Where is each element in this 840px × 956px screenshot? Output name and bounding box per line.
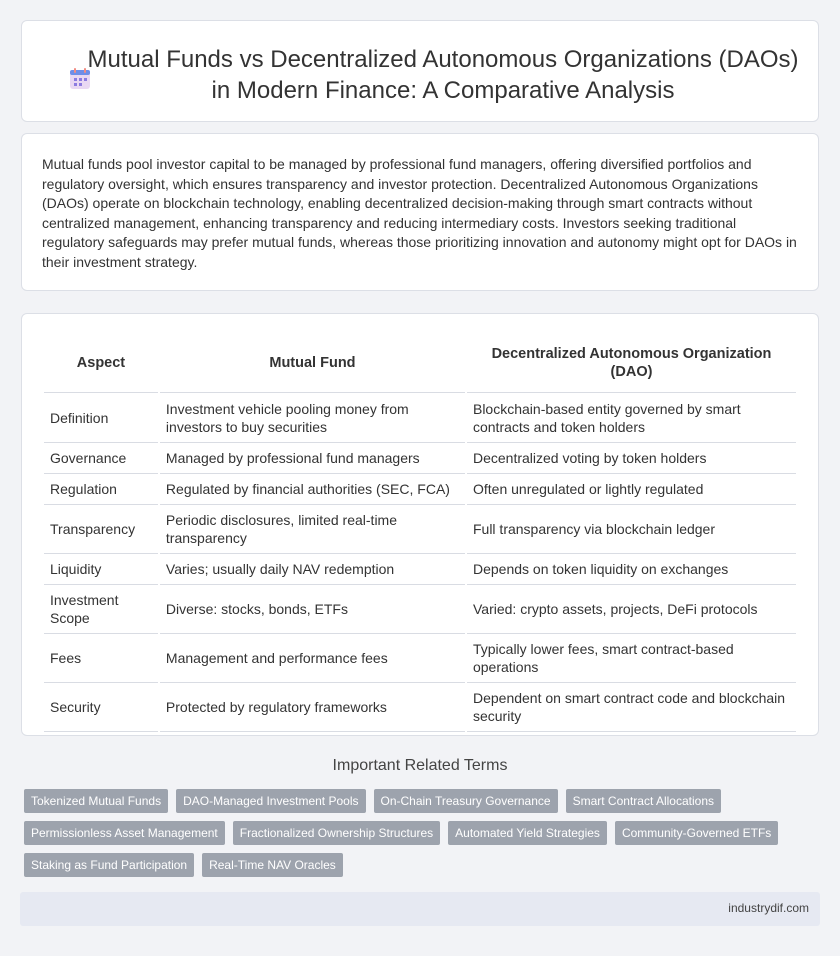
related-term-tag[interactable]: Smart Contract Allocations xyxy=(566,789,721,813)
cell-aspect: Fees xyxy=(44,634,158,683)
cell-dao: Varied: crypto assets, projects, DeFi protocols xyxy=(467,585,796,634)
table-row xyxy=(44,683,796,732)
cell-dao: Full transparency via blockchain ledger xyxy=(467,505,796,554)
title-card xyxy=(21,20,819,122)
related-terms-list xyxy=(24,789,804,877)
related-term-tag[interactable]: Permissionless Asset Management xyxy=(24,821,225,845)
cell-dao: Dependent on smart contract code and blockchain security xyxy=(467,683,796,732)
cell-dao: Blockchain-based entity governed by smart contracts and token holders xyxy=(467,393,796,443)
cell-mutual-fund: Protected by regulatory frameworks xyxy=(160,683,465,732)
related-term-tag[interactable]: Fractionalized Ownership Structures xyxy=(233,821,440,845)
intro-card xyxy=(21,133,819,291)
comparison-table xyxy=(42,333,798,732)
cell-aspect: Liquidity xyxy=(44,554,158,585)
cell-mutual-fund: Diverse: stocks, bonds, ETFs xyxy=(160,585,465,634)
cell-aspect: Regulation xyxy=(44,474,158,505)
related-term-tag[interactable]: On-Chain Treasury Governance xyxy=(374,789,558,813)
table-row xyxy=(44,474,796,505)
cell-dao: Often unregulated or lightly regulated xyxy=(467,474,796,505)
table-row xyxy=(44,554,796,585)
cell-dao: Decentralized voting by token holders xyxy=(467,443,796,474)
related-terms-heading: Important Related Terms xyxy=(332,757,508,774)
cell-aspect: Definition xyxy=(44,393,158,443)
related-term-tag[interactable]: Real-Time NAV Oracles xyxy=(202,853,343,877)
table-row xyxy=(44,505,796,554)
cell-mutual-fund: Regulated by financial authorities (SEC, FCA) xyxy=(160,474,465,505)
cell-dao: Typically lower fees, smart contract-based operations xyxy=(467,634,796,683)
page-title: Mutual Funds vs Decentralized Autonomous Organizations (DAOs) in Modern Finance: A Comparative Analysis xyxy=(87,46,799,104)
intro-paragraph: Mutual funds pool investor capital to be managed by professional fund managers, offering diversified portfolios and regulatory oversight, which ensures transparency and investor protection. Decentralized Autonomous Organizations (DAOs) operate on blockchain technology, enabling decentralized decision-making through smart contracts without centralized management, enhancing transparency and reducing intermediary costs. Investors seeking traditional regulatory safeguards may prefer mutual funds, whereas those prioritizing innovation and autonomy might opt for DAOs in their investment strategy. xyxy=(42,156,797,270)
related-term-tag[interactable]: Tokenized Mutual Funds xyxy=(24,789,168,813)
cell-dao: Depends on token liquidity on exchanges xyxy=(467,554,796,585)
header-mutual-fund: Mutual Fund xyxy=(160,333,465,393)
header-aspect: Aspect xyxy=(44,333,158,393)
related-term-tag[interactable]: Staking as Fund Participation xyxy=(24,853,194,877)
cell-aspect: Governance xyxy=(44,443,158,474)
table-row xyxy=(44,393,796,443)
related-term-tag[interactable]: Automated Yield Strategies xyxy=(448,821,607,845)
cell-mutual-fund: Managed by professional fund managers xyxy=(160,443,465,474)
footer-site-name[interactable]: industrydif.com xyxy=(728,901,809,915)
table-row xyxy=(44,634,796,683)
header-dao: Decentralized Autonomous Organization (DAO) xyxy=(467,333,796,393)
cell-mutual-fund: Varies; usually daily NAV redemption xyxy=(160,554,465,585)
cell-aspect: Transparency xyxy=(44,505,158,554)
table-row xyxy=(44,585,796,634)
comparison-card xyxy=(21,313,819,736)
cell-mutual-fund: Investment vehicle pooling money from investors to buy securities xyxy=(160,393,465,443)
related-term-tag[interactable]: DAO-Managed Investment Pools xyxy=(176,789,365,813)
related-term-tag[interactable]: Community-Governed ETFs xyxy=(615,821,778,845)
cell-mutual-fund: Management and performance fees xyxy=(160,634,465,683)
table-row xyxy=(44,443,796,474)
cell-aspect: Security xyxy=(44,683,158,732)
cell-mutual-fund: Periodic disclosures, limited real-time transparency xyxy=(160,505,465,554)
cell-aspect: Investment Scope xyxy=(44,585,158,634)
table-header-row xyxy=(44,333,796,393)
footer-bar xyxy=(20,892,820,926)
